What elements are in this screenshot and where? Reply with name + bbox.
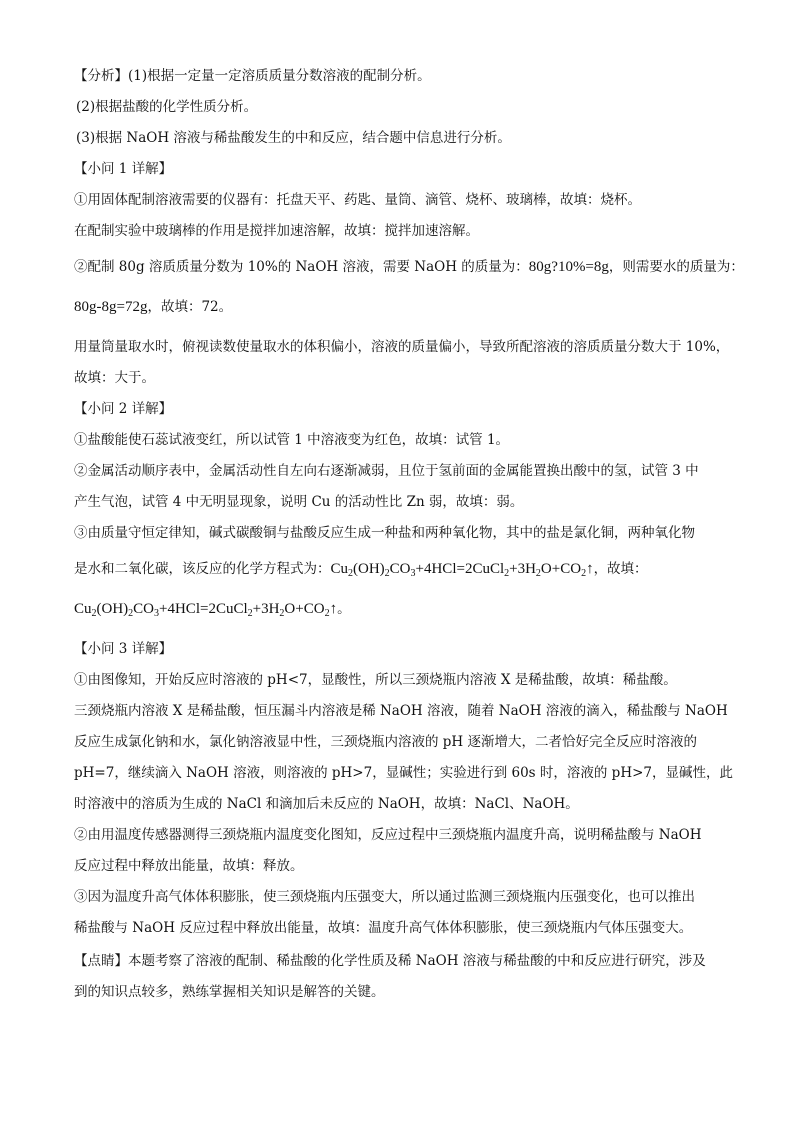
q1-line-2: 在配制实验中玻璃棒的作用是搅拌加速溶解，故填：搅拌加速溶解。 <box>74 223 479 239</box>
q1-line-5: 用量筒量取水时，俯视读数使量取水的体积偏小，溶液的质量偏小，导致所配溶液的溶质质量分数大于 10%， <box>74 339 730 355</box>
gas-arrow-icon: ↑ <box>586 561 594 577</box>
q2-line-5 <box>74 559 648 579</box>
q3-line-4: pH=7，继续滴入 NaOH 溶液，则溶液的 pH>7，显碱性；实验进行到 60s 时，溶液的 pH>7，显碱性，此 <box>74 765 734 781</box>
q3-heading: 【小问 3 详解】 <box>74 641 173 657</box>
q3-line-3: 反应生成氯化钠和水，氯化钠溶液显中性，三颈烧瓶内溶液的 pH 逐渐增大，二者恰好完全反应时溶液的 <box>74 734 697 750</box>
comment-line-1: 【点睛】本题考察了溶液的配制、稀盐酸的化学性质及稀 NaOH 溶液与稀盐酸的中和反应进行研究，涉及 <box>74 953 706 969</box>
q2-line-5-tail: ，故填： <box>593 561 648 577</box>
q2-heading: 【小问 2 详解】 <box>74 401 173 417</box>
q2-line-1: ①盐酸能使石蕊试液变红，所以试管 1 中溶液变为红色，故填：试管 1。 <box>74 432 510 448</box>
q1-line-3-tail: ，则需要水的质量为： <box>608 259 744 275</box>
q3-line-1: ①由图像知，开始反应时溶液的 pH<7，显酸性，所以三颈烧瓶内溶液 X 是稀盐酸，故填：稀盐酸。 <box>74 672 677 688</box>
q1-line-3 <box>74 257 744 277</box>
analysis-line-2: (2)根据盐酸的化学性质分析。 <box>76 99 258 115</box>
q1-line-6: 故填：大于。 <box>74 370 155 386</box>
q1-line-4 <box>74 297 232 317</box>
q2-line-6-tail: 。 <box>337 601 351 617</box>
naoh-mass-formula: 80g?10%=8g <box>528 259 609 275</box>
q1-line-4-tail: ，故填：72。 <box>147 299 233 315</box>
chemical-equation: $Cu_2(OH)_2CO_3+4HCl=2CuCl_2+3H_2O+CO_2↑$ <box>330 561 594 579</box>
q1-line-3-text: ②配制 80g 溶质质量分数为 10%的 NaOH 溶液，需要 NaOH 的质量为： <box>74 259 529 275</box>
q3-line-8: ③因为温度升高气体体积膨胀，使三颈烧瓶内压强变大，所以通过监测三颈烧瓶内压强变化，也可以推出 <box>74 889 695 905</box>
gas-arrow-icon: ↑ <box>329 601 338 617</box>
analysis-line-1: 【分析】(1)根据一定量一定溶质质量分数溶液的配制分析。 <box>74 68 431 84</box>
q3-line-5: 时溶液中的溶质为生成的 NaCl 和滴加后未反应的 NaOH，故填：NaCl、NaOH。 <box>74 796 579 812</box>
q2-line-4: ③由质量守恒定律知，碱式碳酸铜与盐酸反应生成一种盐和两种氧化物，其中的盐是氯化铜，两种氧化物 <box>74 525 695 541</box>
chemical-equation-answer: $Cu_2(OH)_2CO_3+4HCl=2CuCl_2+3H_2O+CO_2↑$ <box>74 601 338 619</box>
water-mass-formula: 80g-8g=72g <box>74 299 148 315</box>
q2-line-2: ②金属活动顺序表中，金属活动性自左向右逐渐减弱，且位于氢前面的金属能置换出酸中的氢，试管 3 中 <box>74 463 699 479</box>
q2-line-3: 产生气泡，试管 4 中无明显现象，说明 Cu 的活动性比 Zn 弱，故填：弱。 <box>74 494 524 510</box>
q3-line-6: ②由用温度传感器测得三颈烧瓶内温度变化图知，反应过程中三颈烧瓶内温度升高，说明稀盐酸与 NaOH <box>74 827 702 843</box>
q1-heading: 【小问 1 详解】 <box>74 161 173 177</box>
analysis-line-3: (3)根据 NaOH 溶液与稀盐酸发生的中和反应，结合题中信息进行分析。 <box>76 130 511 146</box>
q3-line-9: 稀盐酸与 NaOH 反应过程中释放出能量，故填：温度升高气体体积膨胀，使三颈烧瓶内气体压强变大。 <box>74 920 693 936</box>
comment-line-2: 到的知识点较多，熟练掌握相关知识是解答的关键。 <box>74 984 385 1000</box>
q2-line-5-text: 是水和二氧化碳，该反应的化学方程式为： <box>74 561 331 577</box>
q3-line-7: 反应过程中释放出能量，故填：释放。 <box>74 858 304 874</box>
q1-line-1: ①用固体配制溶液需要的仪器有：托盘天平、药匙、量筒、滴管、烧杯、玻璃棒，故填：烧杯。 <box>74 192 641 208</box>
q2-line-6 <box>74 599 351 619</box>
q3-line-2: 三颈烧瓶内溶液 X 是稀盐酸，恒压漏斗内溶液是稀 NaOH 溶液，随着 NaOH 溶液的滴入，稀盐酸与 NaOH <box>74 703 728 719</box>
